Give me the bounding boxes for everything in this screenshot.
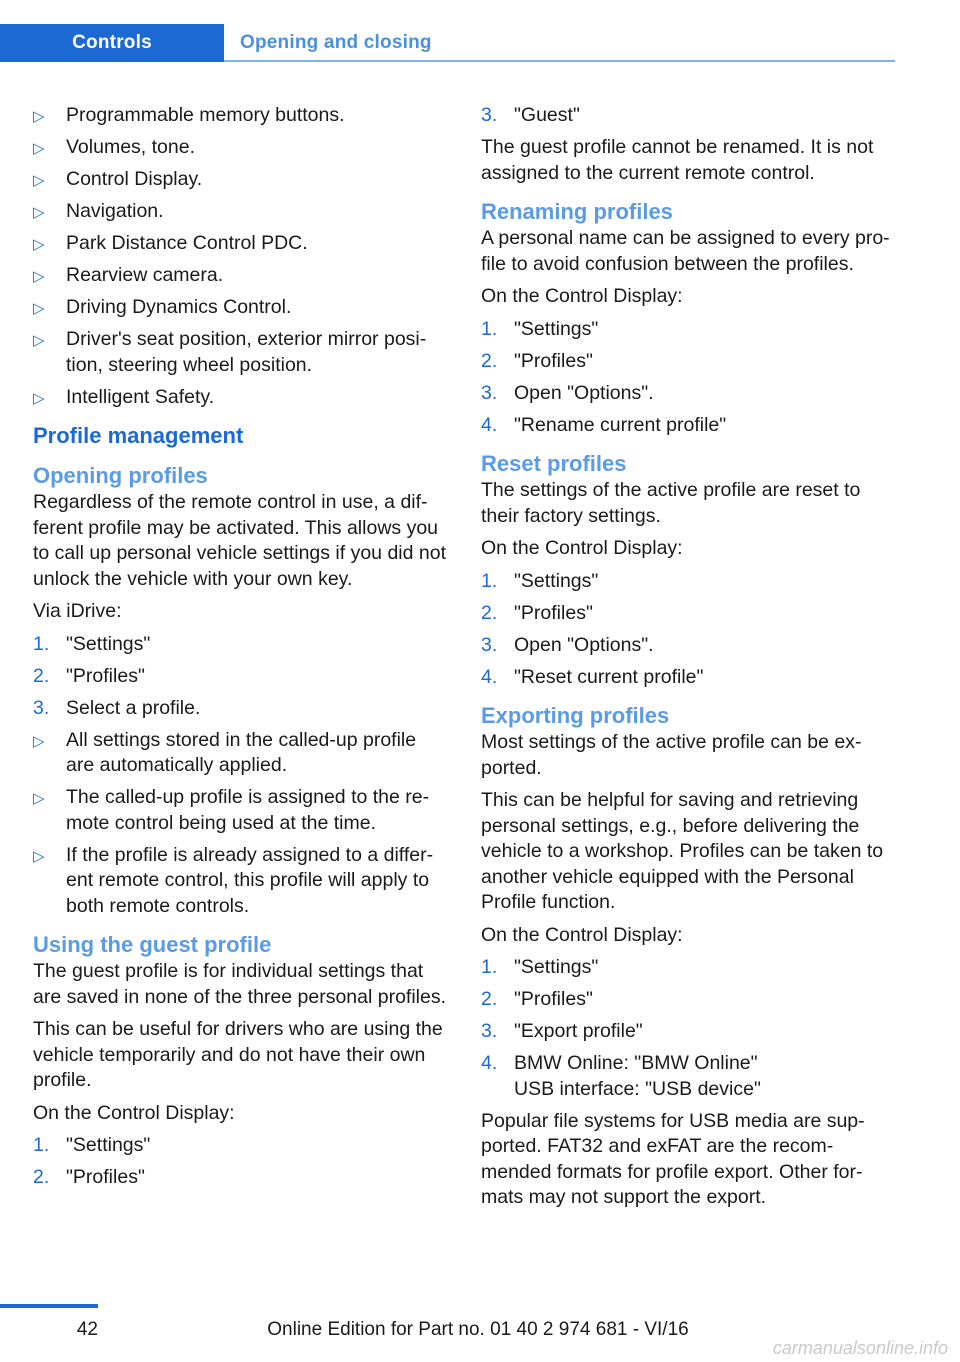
reset-profiles-body: The settings of the active profile are reset to their factory settings.	[481, 479, 861, 527]
header-divider	[224, 60, 895, 62]
step-number: 1.	[33, 632, 50, 655]
step-item	[481, 1051, 897, 1102]
step-item	[33, 1133, 449, 1159]
step-number: 3.	[33, 696, 50, 719]
step-number: 2.	[481, 988, 498, 1010]
list-item-text: Control Display.	[66, 168, 203, 190]
bullet-triangle-icon: ▷	[33, 847, 45, 865]
step-item	[481, 317, 897, 343]
on-control-display-label: On the Control Display:	[481, 537, 683, 559]
list-item	[33, 103, 449, 129]
exporting-profiles-heading: Exporting profiles	[481, 703, 670, 728]
bullet-triangle-icon: ▷	[33, 140, 45, 157]
step-text: BMW Online: "BMW Online"	[514, 1052, 758, 1074]
step-number: 2.	[33, 1166, 50, 1188]
step-number: 4.	[481, 1052, 498, 1074]
footer-accent-line	[0, 1304, 98, 1308]
step-text: "Settings"	[66, 632, 151, 655]
list-item-text: Navigation.	[66, 200, 164, 222]
bullet-triangle-icon: ▷	[33, 268, 45, 285]
bullet-triangle-icon: ▷	[33, 300, 45, 317]
step-text: Open "Options".	[514, 381, 654, 404]
step-text: "Profiles"	[514, 988, 593, 1010]
step-item	[33, 632, 449, 658]
edition-note: Online Edition for Part no. 01 40 2 974 681 - VI/16	[267, 1319, 689, 1340]
step-number: 4.	[481, 665, 498, 688]
list-item-text: Intelligent Safety.	[66, 385, 215, 408]
opening-profiles-heading: Opening profiles	[33, 463, 208, 488]
exporting-profiles-body-2: This can be helpful for saving and retrieving personal settings, e.g., before delivering the vehicle to a workshop. Profiles can be taken to another vehicle equipped with the Personal Profile function.	[481, 789, 884, 913]
page-header	[0, 24, 895, 62]
step-text: "Settings"	[514, 569, 599, 592]
step-text: Select a profile.	[66, 696, 201, 719]
bullet-triangle-icon: ▷	[33, 236, 45, 253]
step-item	[481, 103, 897, 129]
step-number: 3.	[481, 104, 498, 126]
step-item	[33, 696, 449, 722]
step-item	[481, 633, 897, 659]
note-text: The called-up profile is assigned to the remote control being used at the time.	[66, 786, 430, 834]
step-text: "Rename current profile"	[514, 413, 727, 436]
bullet-triangle-icon: ▷	[33, 108, 45, 125]
on-control-display-label: On the Control Display:	[33, 1101, 235, 1124]
note-item	[33, 785, 449, 836]
step-text: "Export profile"	[514, 1020, 643, 1042]
list-item	[33, 167, 449, 193]
profile-management-heading: Profile management	[33, 423, 244, 448]
step-item	[481, 349, 897, 375]
step-number: 3.	[481, 381, 498, 404]
list-item-text: Programmable memory buttons.	[66, 104, 345, 126]
right-column	[481, 103, 897, 1218]
step-item	[33, 664, 449, 690]
guest-profile-body-2: This can be useful for drivers who are using the vehicle temporarily and do not have their own profile.	[33, 1018, 443, 1091]
step-text: "Profiles"	[514, 601, 593, 624]
watermark: carmanualsonline.info	[772, 1338, 948, 1358]
step-item	[481, 987, 897, 1013]
on-control-display-label: On the Control Display:	[481, 285, 683, 307]
list-item	[33, 199, 449, 225]
step-number: 1.	[481, 569, 498, 592]
list-item-text: Driver's seat position, exterior mirror position, steering wheel position.	[66, 328, 427, 376]
list-item	[33, 135, 449, 161]
step-number: 2.	[481, 601, 498, 624]
guest-profile-steps-continued	[481, 103, 897, 129]
guest-profile-heading: Using the guest profile	[33, 932, 272, 957]
usb-formats-note: Popular file systems for USB media are supported. FAT32 and exFAT are the recommended formats for profile export. Other formats may not support the export.	[481, 1109, 865, 1208]
step-text: "Profiles"	[66, 1166, 145, 1188]
step-number: 3.	[481, 1020, 498, 1042]
step-text: "Profiles"	[66, 664, 145, 687]
step-text: "Reset current profile"	[514, 665, 704, 688]
bullet-triangle-icon: ▷	[33, 389, 45, 407]
step-number: 4.	[481, 413, 498, 436]
step-text: "Profiles"	[514, 349, 593, 372]
step-text: "Settings"	[514, 317, 599, 340]
bullet-triangle-icon: ▷	[33, 332, 45, 349]
reset-profiles-steps	[481, 569, 897, 691]
step-number: 1.	[33, 1134, 50, 1156]
step-item	[33, 1165, 449, 1191]
note-text: If the profile is already assigned to a different remote control, this profile will apply to both remote controls.	[66, 843, 434, 917]
opening-profiles-steps	[33, 632, 449, 920]
list-item	[33, 231, 449, 257]
step-item	[481, 413, 897, 439]
left-column	[33, 103, 449, 1197]
list-item-text: Driving Dynamics Control.	[66, 296, 292, 318]
reset-profiles-heading: Reset profiles	[481, 451, 627, 476]
note-item	[33, 843, 449, 920]
bullet-triangle-icon: ▷	[33, 790, 45, 807]
bullet-triangle-icon: ▷	[33, 732, 45, 750]
step-number: 3.	[481, 633, 498, 656]
list-item-text: Volumes, tone.	[66, 136, 195, 158]
step-item	[481, 955, 897, 981]
guest-profile-note: The guest profile cannot be renamed. It is not assigned to the current remote control.	[481, 136, 874, 184]
step-number: 1.	[481, 317, 498, 340]
renaming-profiles-steps	[481, 317, 897, 439]
step-text: Open "Options".	[514, 633, 654, 656]
list-item	[33, 327, 449, 378]
step-item	[481, 381, 897, 407]
list-item	[33, 385, 449, 411]
guest-profile-body-1: The guest profile is for individual settings that are saved in none of the three personal profiles.	[33, 960, 447, 1008]
note-item	[33, 728, 449, 779]
step-number: 1.	[481, 956, 498, 978]
step-text-extra: USB interface: "USB device"	[514, 1077, 761, 1100]
note-text: All settings stored in the called-up profile are automatically applied.	[66, 728, 417, 776]
step-text: "Settings"	[514, 956, 599, 978]
renaming-profiles-body: A personal name can be assigned to every profile to avoid confusion between the profiles.	[481, 227, 890, 275]
bullet-triangle-icon: ▷	[33, 204, 45, 221]
step-item	[481, 601, 897, 627]
exporting-profiles-steps	[481, 955, 897, 1102]
on-control-display-label: On the Control Display:	[481, 923, 683, 946]
list-item-text: Rearview camera.	[66, 264, 224, 286]
step-number: 2.	[481, 349, 498, 372]
list-item	[33, 295, 449, 321]
via-idrive-label: Via iDrive:	[33, 600, 122, 622]
subsection-title[interactable]: Opening and closing	[240, 32, 432, 53]
section-tab[interactable]: Controls	[0, 24, 224, 62]
page-number: 42	[76, 1319, 98, 1340]
renaming-profiles-heading: Renaming profiles	[481, 199, 673, 224]
exporting-profiles-body-1: Most settings of the active profile can be exported.	[481, 731, 862, 779]
bullet-triangle-icon: ▷	[33, 172, 45, 189]
step-item	[481, 665, 897, 691]
step-text: "Settings"	[66, 1134, 151, 1156]
guest-profile-steps	[33, 1133, 449, 1191]
step-text: "Guest"	[514, 104, 580, 126]
step-number: 2.	[33, 664, 50, 687]
opening-profiles-body: Regardless of the remote control in use, a different profile may be activated. This allows you to call up personal vehicle settings if you did not unlock the vehicle with your own key.	[33, 491, 446, 590]
memory-functions-list	[33, 103, 449, 410]
step-item	[481, 1019, 897, 1045]
step-item	[481, 569, 897, 595]
list-item	[33, 263, 449, 289]
list-item-text: Park Distance Control PDC.	[66, 232, 308, 254]
